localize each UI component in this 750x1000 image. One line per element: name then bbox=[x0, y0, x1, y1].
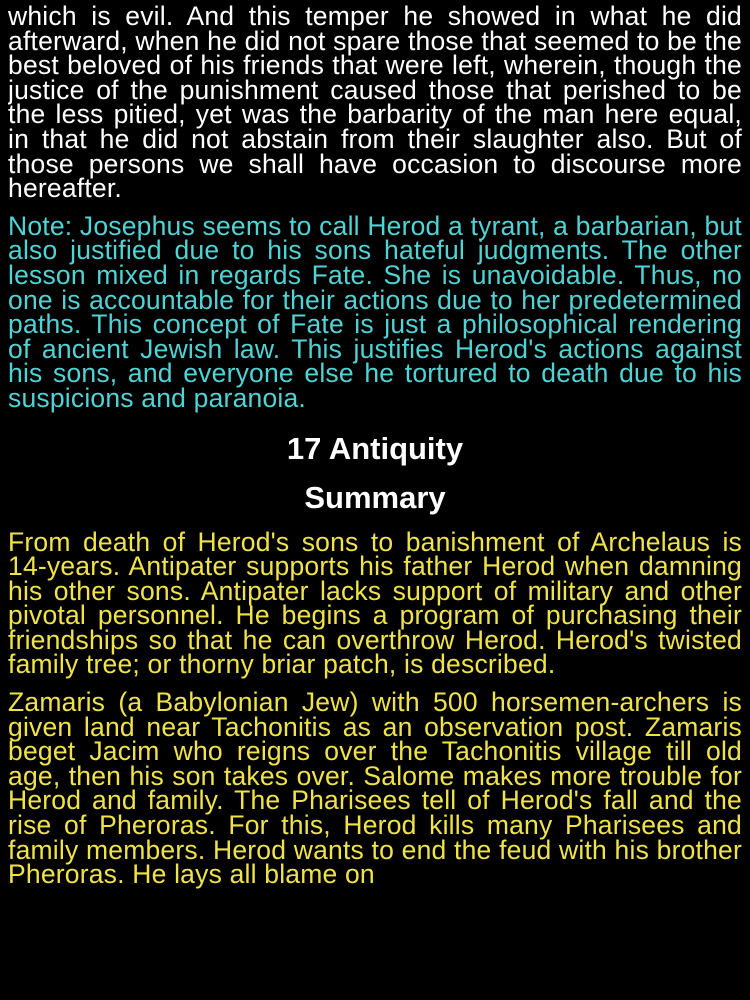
heading-line-2: Summary bbox=[304, 479, 446, 515]
heading-line-1: 17 Antiquity bbox=[286, 430, 464, 466]
paragraph-summary-2: Zamaris (a Babylonian Jew) with 500 horsemen-archers is given land near Tachonitis as an observation post. Zamaris beget Jacim who reigns over the Tachonitis village till old age, then his son takes over. Salome makes more trouble for Herod and family. The Pharisees tell of Herod's fall and the rise of Pheroras. For this, Herod kills many Pharisees and family members. Herod wants to end the feud with his brother Pheroras. He lays all blame on bbox=[8, 687, 742, 890]
section-heading bbox=[8, 424, 742, 522]
reader-page bbox=[8, 4, 742, 1000]
paragraph-evil-passage: which is evil. And this temper he showed in what he did afterward, when he did not spare those that seemed to be the best beloved of his friends that were left, wherein, though the justice of the punishment caused those that perished to be the less pitied, yet was the barbarity of the man here equal, in that he did not abstain from their slaughter also. But of those persons we shall have occasion to discourse more hereafter. bbox=[8, 4, 742, 204]
paragraph-summary-1: From death of Herod's sons to banishment of Archelaus is 14-years. Antipater supports his father Herod when damning his other sons. Antipater lacks support of military and other pivotal personnel. He begins a program of purchasing their friendships so that he can overthrow Herod. Herod's twisted family tree; or thorny briar patch, is described. bbox=[8, 526, 742, 680]
paragraph-note: Note: Josephus seems to call Herod a tyrant, a barbarian, but also justified due to his sons hateful judgments. The other lesson mixed in regards Fate. She is unavoidable. Thus, no one is accountable for their actions due to her predetermined paths. This concept of Fate is just a philosophical rendering of ancient Jewish law. This justifies Herod's actions against his sons, and everyone else he tortured to death due to his suspicions and paranoia. bbox=[8, 210, 742, 413]
